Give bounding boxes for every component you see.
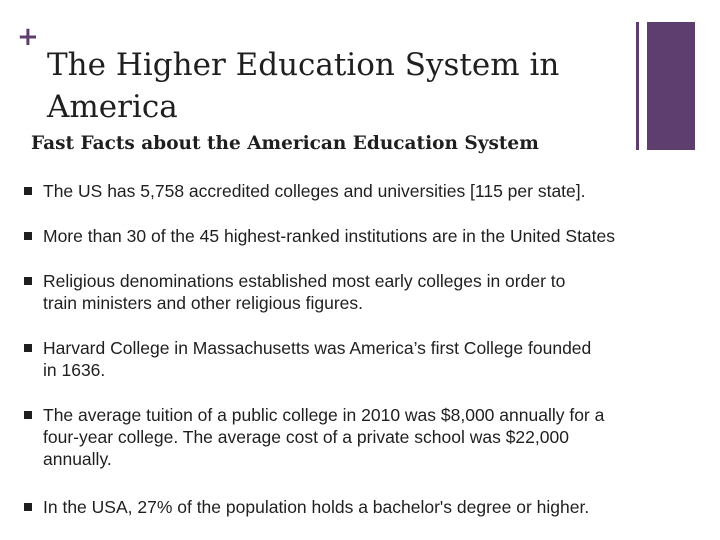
bullet-text: More than 30 of the 45 highest-ranked institutions are in the United States [43, 226, 616, 246]
list-item [24, 225, 714, 247]
list-item [24, 180, 714, 202]
bullet-text: Religious denominations established most early colleges in order to train ministers and other religious figures. [43, 271, 566, 313]
plus-icon: + [17, 22, 39, 52]
bullet-text: The average tuition of a public college in 2010 was $8,000 annually for a four-year college. The average cost of a private school was $22,000 annually. [43, 405, 605, 469]
square-bullet-icon [24, 232, 32, 240]
list-item [24, 270, 714, 314]
accent-thin-bar [636, 22, 639, 150]
square-bullet-icon [24, 411, 32, 419]
square-bullet-icon [24, 187, 32, 195]
square-bullet-icon [24, 277, 32, 285]
bullet-text: Harvard College in Massachusetts was America’s first College founded in 1636. [43, 338, 592, 380]
slide-title: The Higher Education System in America [47, 47, 560, 125]
slide-subtitle: Fast Facts about the American Education System [31, 133, 539, 154]
list-item [24, 404, 714, 470]
list-item [24, 337, 714, 381]
list-item [24, 496, 714, 518]
accent-thick-bar [647, 22, 695, 150]
bullet-text: The US has 5,758 accredited colleges and universities [115 per state]. [43, 181, 586, 201]
bullet-text: In the USA, 27% of the population holds a bachelor's degree or higher. [43, 497, 590, 517]
square-bullet-icon [24, 503, 32, 511]
square-bullet-icon [24, 344, 32, 352]
